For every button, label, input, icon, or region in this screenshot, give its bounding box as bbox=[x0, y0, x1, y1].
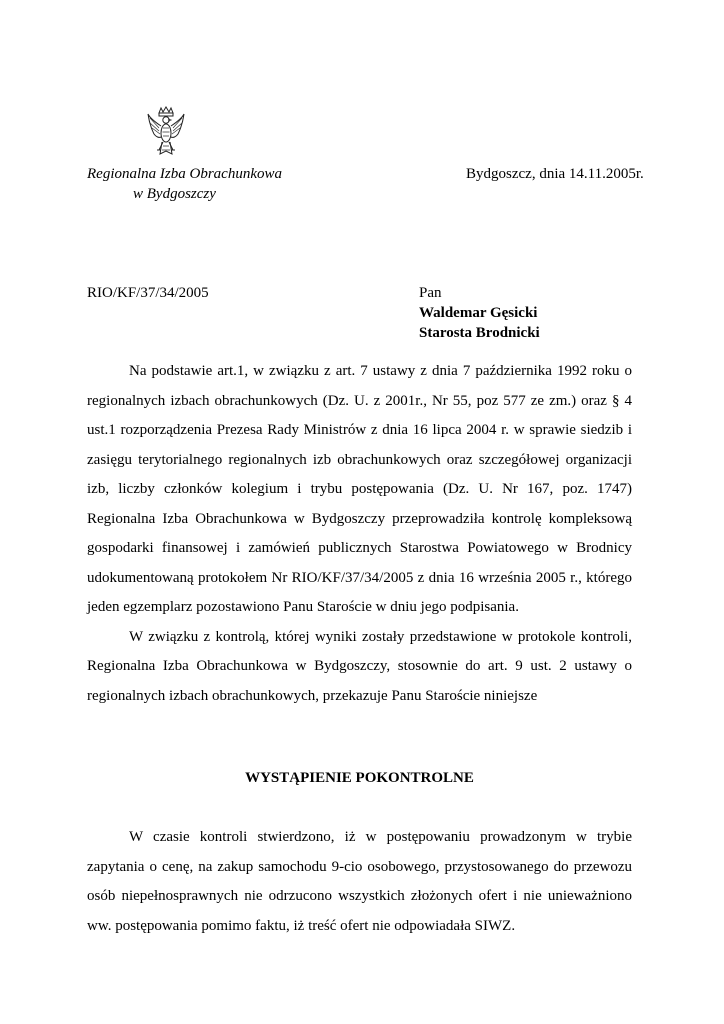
letter-body bbox=[87, 357, 632, 711]
eagle-emblem-icon bbox=[146, 106, 186, 162]
recipient-name: Waldemar Gęsicki bbox=[419, 305, 538, 321]
issuer-block bbox=[87, 164, 282, 204]
paragraph-transmission: W związku z kontrolą, której wyniki zostały przedstawione w protokole kontroli, Regionalna Izba Obrachunkowa w Bydgoszczy, stosownie do art. 9 ust. 2 ustawy o regionalnych izbach obrachunkowych, przekazuje Panu Staroście niniejsze bbox=[87, 628, 632, 704]
place-date: Bydgoszcz, dnia 14.11.2005r. bbox=[466, 166, 644, 182]
issuer-name: Regionalna Izba Obrachunkowa bbox=[87, 166, 282, 182]
issuer-city: w Bydgoszczy bbox=[133, 186, 216, 202]
recipient-title: Starosta Brodnicki bbox=[419, 325, 540, 341]
paragraph-finding: W czasie kontroli stwierdzono, iż w postępowaniu prowadzonym w trybie zapytania o cenę, na zakup samochodu 9-cio osobowego, przystosowanego do przewozu osób niepełnosprawnych nie odrzucono wszystkich złożonych ofert i nie unieważniono ww. postępowania pomimo faktu, iż treść ofert nie odpowiadała SIWZ. bbox=[87, 829, 632, 934]
reference-number: RIO/KF/37/34/2005 bbox=[87, 285, 209, 301]
recipient-salutation: Pan bbox=[419, 285, 442, 301]
recipient-block bbox=[419, 283, 540, 343]
paragraph-legal-basis: Na podstawie art.1, w związku z art. 7 ustawy z dnia 7 października 1992 roku o regionalnych izbach obrachunkowych (Dz. U. z 2001r., Nr 55, poz 577 ze zm.) oraz § 4 ust.1 rozporządzenia Prezesa Rady Ministrów z dnia 16 lipca 2004 r. w sprawie siedzib i zasięgu terytorialnego regionalnych izb obrachunkowych oraz szczegółowej organizacji izb, liczby członków kolegium i trybu postępowania (Dz. U. Nr 167, poz. 1747) Regionalna Izba Obrachunkowa w Bydgoszczy przeprowadziła kontrolę kompleksową gospodarki finansowej i zamówień publicznych Starostwa Powiatowego w Brodnicy udokumentowaną protokołem Nr RIO/KF/37/34/2005 z dnia 16 września 2005 r., którego jeden egzemplarz pozostawiono Panu Staroście w dniu jego podpisania. bbox=[87, 363, 632, 615]
section-heading: WYSTĄPIENIE POKONTROLNE bbox=[245, 770, 474, 786]
findings-body bbox=[87, 823, 632, 941]
